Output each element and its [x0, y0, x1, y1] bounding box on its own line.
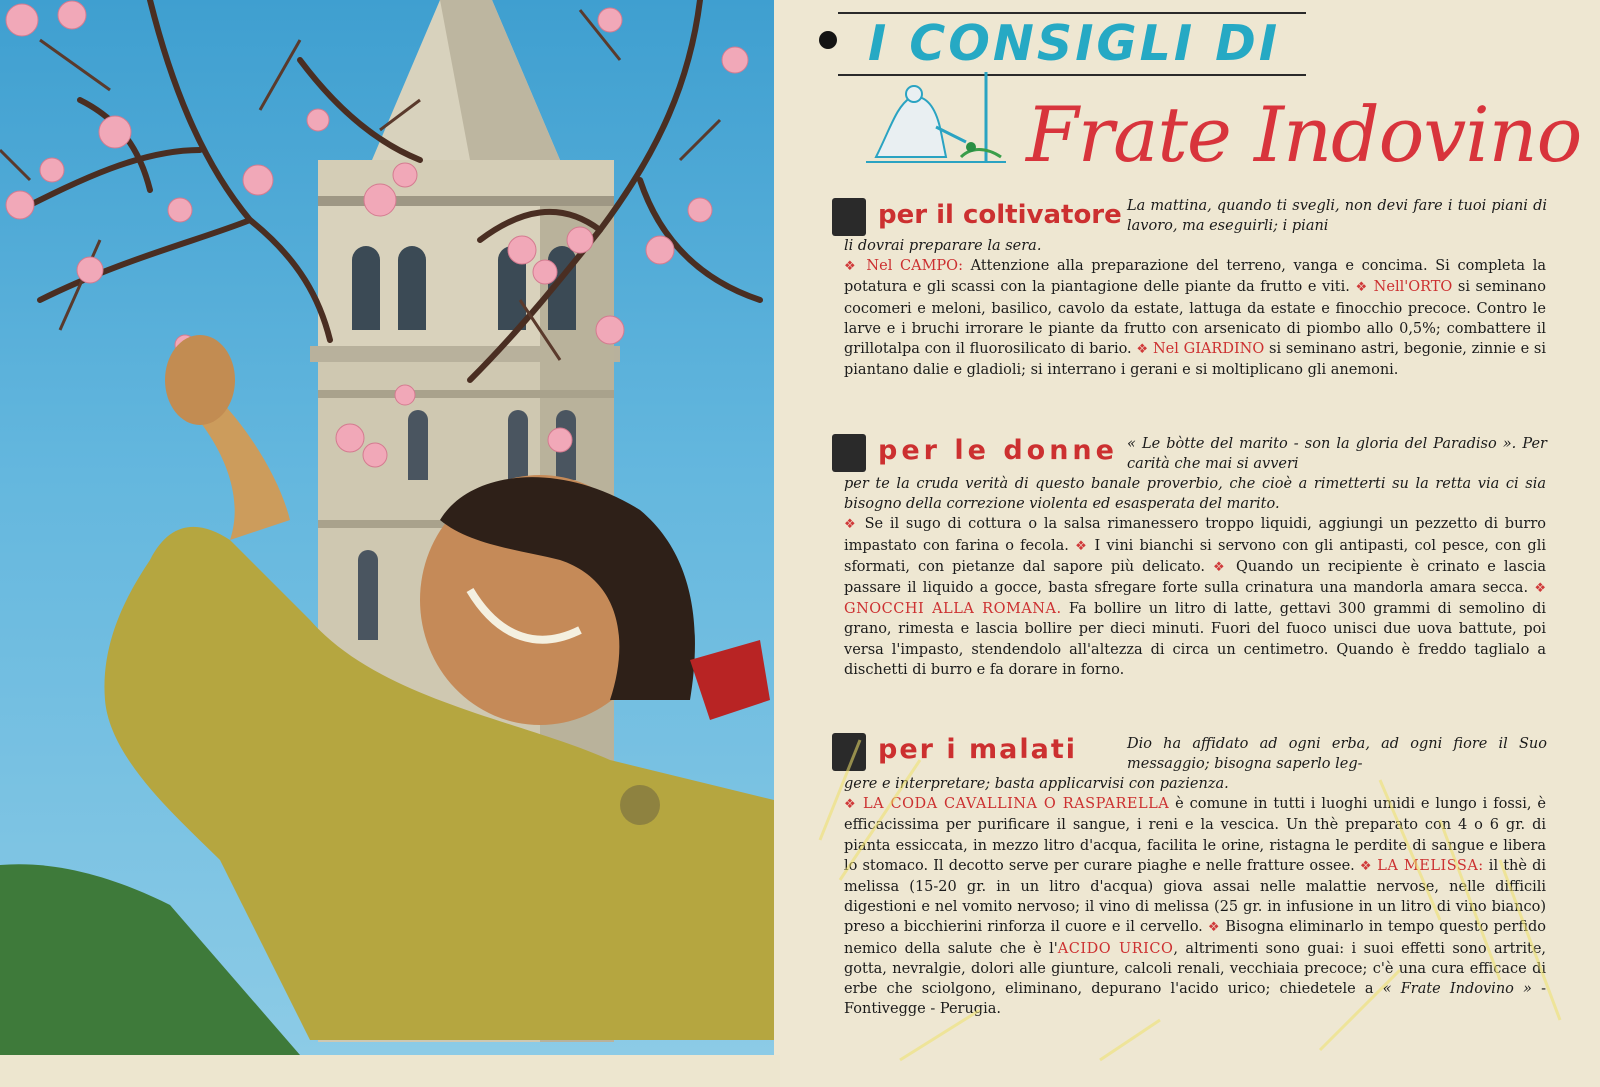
bullet-marker: ❖ [844, 797, 857, 813]
bullet-marker: ❖ [844, 517, 858, 533]
section-body-malati [844, 774, 1546, 1019]
keyword-gnocchi: GNOCCHI ALLA ROMANA. [844, 601, 1062, 618]
section-intro-coltivatore: La mattina, quando ti svegli, non devi fare i tuoi piani di lavoro, ma eseguirli; i piani [1127, 198, 1547, 235]
keyword-melissa: LA MELISSA: [1377, 857, 1484, 874]
body-text: il thè di melissa (15-20 gr. in un litro d'acqua) giova assai nelle malattie nervose, nelle difficili digestioni e nel vomito nervoso; il vino di melissa (25 gr. in infusione in un litro di vino bianco) preso a bicchierini rinforza il cuore e il cervello. [844, 857, 1546, 936]
punch-hole [819, 31, 837, 49]
body-text: , altrimenti sono guai: i suoi effetti sono artrite, gotta, nevralgie, dolori alle giunture, calcoli renali, vecchiaia precoce; c'è una cura efficace di erbe che sciolgono, eliminano, depurano l'acido urico; chiedetele a [844, 940, 1547, 998]
body-text: Bisogna eliminarlo in tempo questo perfido nemico della salute che è l' [844, 919, 1546, 957]
sewing-tools-icon [832, 434, 866, 472]
bullet-marker: ❖ [1136, 342, 1149, 358]
bullet-marker: ❖ [1359, 858, 1373, 874]
section-title-coltivatore: per il coltivatore [878, 200, 1122, 230]
bullet-marker: ❖ [1355, 280, 1369, 296]
intro-continuation: gere e interpretare; basta applicarvisi con pazienza. [844, 776, 1229, 792]
bullet-marker: ❖ [844, 259, 859, 275]
section-title-malati: per i malati [878, 734, 1077, 765]
frate-indovino-ref: « Frate Indovino » [1382, 981, 1532, 998]
page-bottom-margin [0, 1055, 780, 1087]
keyword-giardino: Nel GIARDINO [1152, 341, 1265, 358]
intro-continuation: li dovrai preparare la sera. [844, 238, 1042, 254]
keyword-coda-cavallina: LA CODA CAVALLINA O RASPARELLA [862, 796, 1170, 813]
section-intro-donne: « Le bòtte del marito - son la gloria del Paradiso ». Per carità che mai si avveri [1127, 436, 1547, 473]
bullet-marker: ❖ [1207, 920, 1221, 936]
body-text: Attenzione alla preparazione del terreno, vanga e concima. Si completa la potatura e gli scassi con la piantagione delle piante da frutto e viti. [844, 258, 1547, 296]
body-text: Se il sugo di cottura o la salsa rimanessero troppo liquidi, aggiungi un pezzetto di burro impastato con farina o fecola. [844, 516, 1546, 554]
photo-illustration [0, 0, 774, 1055]
keyword-campo: Nel CAMPO: [866, 258, 963, 275]
keyword-acido-urico: ACIDO URICO [1057, 940, 1174, 957]
heading-i-consigli-di: I CONSIGLI DI [868, 15, 1281, 72]
bullet-marker: ❖ [1075, 538, 1089, 554]
body-text: - Fontivegge - Perugia. [844, 981, 1547, 1018]
section-body-coltivatore [844, 236, 1546, 380]
section-body-donne [844, 474, 1546, 680]
body-text: è comune in tutti i luoghi umidi e lungo i fossi, è efficacissima per purificare il sangue, i reni e la vescica. Un thè preparato con 4 o 6 gr. di pianta essiccata, in mezzo litro d'acqua, facilita le orine, ristagna le perdite di sangue e libera lo stomaco. Il decotto serve per curare piaghe e nelle fratture ossee. [844, 796, 1547, 874]
cover-photo-boy-bell-tower [0, 0, 774, 1055]
section-intro-malati: Dio ha affidato ad ogni erba, ad ogni fiore il Suo messaggio; bisogna saperlo leg- [1127, 736, 1547, 773]
monk-gardening-icon [866, 72, 1016, 172]
intro-continuation: per te la cruda verità di questo banale proverbio, che cioè a rimetterti su la retta via ci sia bisogno della correzione violenta ed esasperata del marito. [844, 476, 1546, 513]
mortar-pestle-icon [832, 733, 866, 771]
bullet-marker: ❖ [1212, 559, 1229, 575]
heading-frate-indovino: Frate Indovino [1026, 90, 1582, 179]
body-text: Quando un recipiente è crinato e lascia passare il liquido a gocce, basta sfregare forte sulla crinatura una mandorla amara secca. [844, 558, 1547, 597]
body-text: Fa bollire un litro di latte, gettavi 300 grammi di semolino di grano, rimesta e lascia bollire per dieci minuti. Fuori del fuoco unisci due uova battute, poi versa l'impasto, stendendolo all'altezza di circa un centimetro. Quando è freddo taglialo a dischetti di burro e fa dorare in forno. [844, 601, 1546, 678]
bullet-marker: ❖ [1534, 581, 1546, 597]
section-title-donne: per le donne [878, 435, 1118, 466]
body-text: I vini bianchi si servono con gli antipasti, col pesce, con gli sformati, con pietanze dal sapore più delicato. [844, 537, 1546, 575]
body-text: si seminano astri, begonie, zinnie e si piantano dalie e gladioli; si interrano i gerani e si moltiplicano gli anemoni. [844, 341, 1546, 379]
keyword-orto: Nell'ORTO [1373, 279, 1453, 296]
plough-icon [832, 198, 866, 236]
body-text: si seminano cocomeri e meloni, basilico, cavolo da estate, lattuga da estate e finocchio precoce. Contro le larve e i bruchi irrorare le piante da frutto con arsenicato di piombo allo 0,5%; combattere il grillotalpa con il fluorosilicato di bario. [844, 279, 1547, 358]
